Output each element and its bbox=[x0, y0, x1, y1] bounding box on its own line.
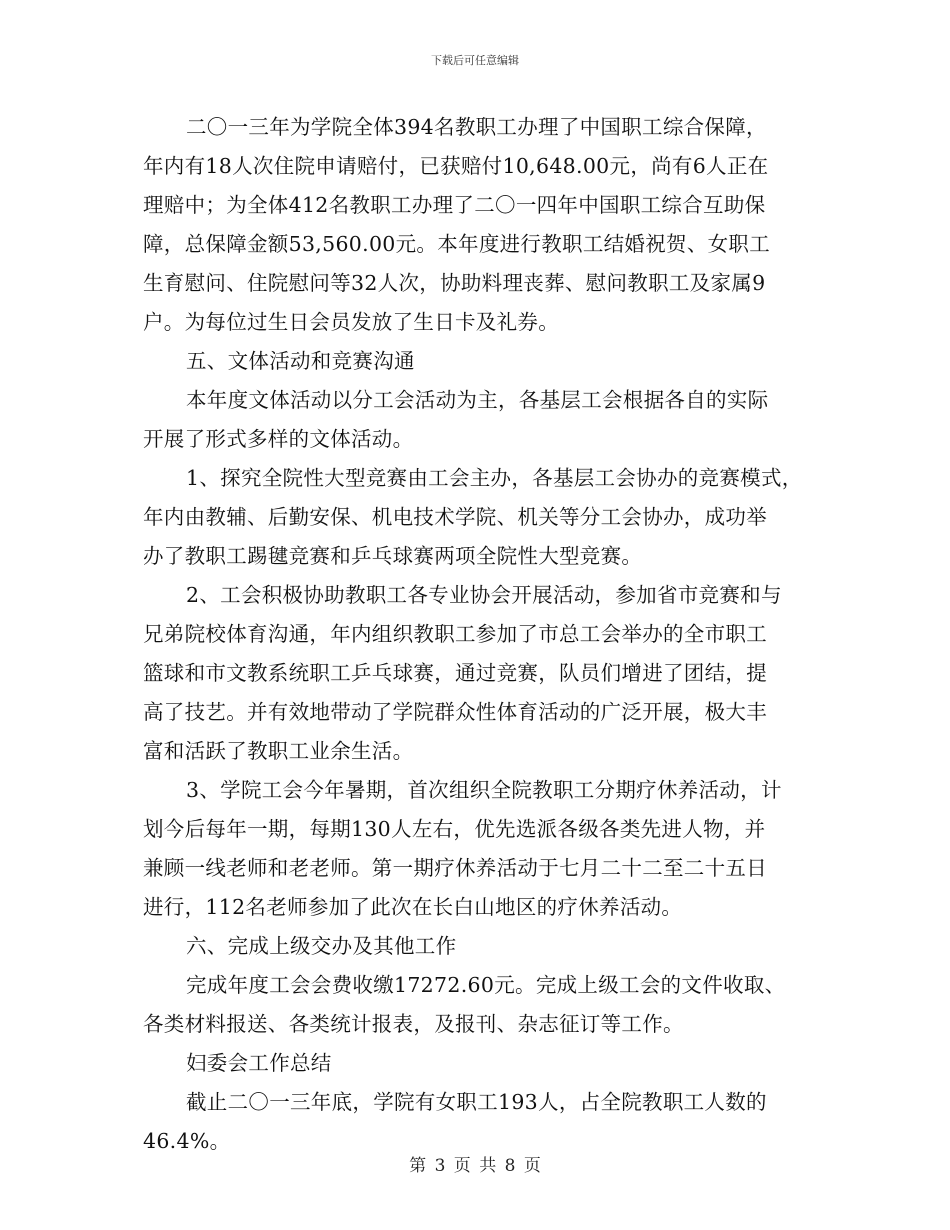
page-header: 下载后可任意编辑 bbox=[431, 54, 519, 67]
text-line: 五、文体活动和竞赛沟通 bbox=[186, 349, 415, 373]
page-number-footer: 第 3 页 共 8 页 bbox=[409, 1156, 541, 1176]
text-line: 划今后每年一期，每期130人左右，优先选派各级各类先进人物，并 bbox=[143, 817, 766, 841]
text-line: 进行，112名老师参加了此次在长白山地区的疗休养活动。 bbox=[143, 895, 683, 919]
text-line: 1、探究全院性大型竞赛由工会主办，各基层工会协办的竞赛模式， bbox=[186, 466, 803, 490]
text-line: 2、工会积极协助教职工各专业协会开展活动，参加省市竞赛和与 bbox=[186, 583, 782, 607]
text-line: 兼顾一线老师和老老师。第一期疗休养活动于七月二十二至二十五日 bbox=[143, 856, 767, 880]
text-line: 截止二〇一三年底，学院有女职工193人，占全院教职工人数的 bbox=[186, 1090, 767, 1114]
text-line: 生育慰问、住院慰问等32人次，协助料理丧葬、慰问教职工及家属9 bbox=[143, 271, 766, 295]
text-line: 3、学院工会今年暑期，首次组织全院教职工分期疗休养活动，计 bbox=[186, 778, 782, 802]
text-line: 高了技艺。并有效地带动了学院群众性体育活动的广泛开展，极大丰 bbox=[143, 700, 767, 724]
text-line: 妇委会工作总结 bbox=[186, 1051, 332, 1075]
text-line: 障，总保障金额53,560.00元。本年度进行教职工结婚祝贺、女职工 bbox=[143, 232, 771, 256]
text-line: 户。为每位过生日会员发放了生日卡及礼券。 bbox=[143, 310, 559, 334]
text-line: 完成年度工会会费收缴17272.60元。完成上级工会的文件收取、 bbox=[186, 973, 786, 997]
text-line: 年内有18人次住院申请赔付，已获赔付10,648.00元，尚有6人正在 bbox=[143, 154, 769, 178]
text-line: 本年度文体活动以分工会活动为主，各基层工会根据各自的实际 bbox=[186, 388, 769, 412]
text-line: 富和活跃了教职工业余生活。 bbox=[143, 739, 414, 763]
text-line: 开展了形式多样的文体活动。 bbox=[143, 427, 414, 451]
text-line: 46.4%。 bbox=[143, 1129, 231, 1153]
document-body bbox=[143, 108, 823, 1161]
text-line: 篮球和市文教系统职工乒乓球赛，通过竞赛，队员们增进了团结，提 bbox=[143, 661, 767, 685]
text-line: 年内由教辅、后勤安保、机电技术学院、机关等分工会协办，成功举 bbox=[143, 505, 767, 529]
text-line: 兄弟院校体育沟通，年内组织教职工参加了市总工会举办的全市职工 bbox=[143, 622, 767, 646]
text-line: 理赔中；为全体412名教职工办理了二〇一四年中国职工综合互助保 bbox=[143, 193, 766, 217]
text-line: 二〇一三年为学院全体394名教职工办理了中国职工综合保障， bbox=[186, 115, 767, 139]
text-line: 六、完成上级交办及其他工作 bbox=[186, 934, 457, 958]
text-line: 办了教职工踢毽竞赛和乒乓球赛两项全院性大型竞赛。 bbox=[143, 544, 643, 568]
text-line: 各类材料报送、各类统计报表，及报刊、杂志征订等工作。 bbox=[143, 1012, 684, 1036]
